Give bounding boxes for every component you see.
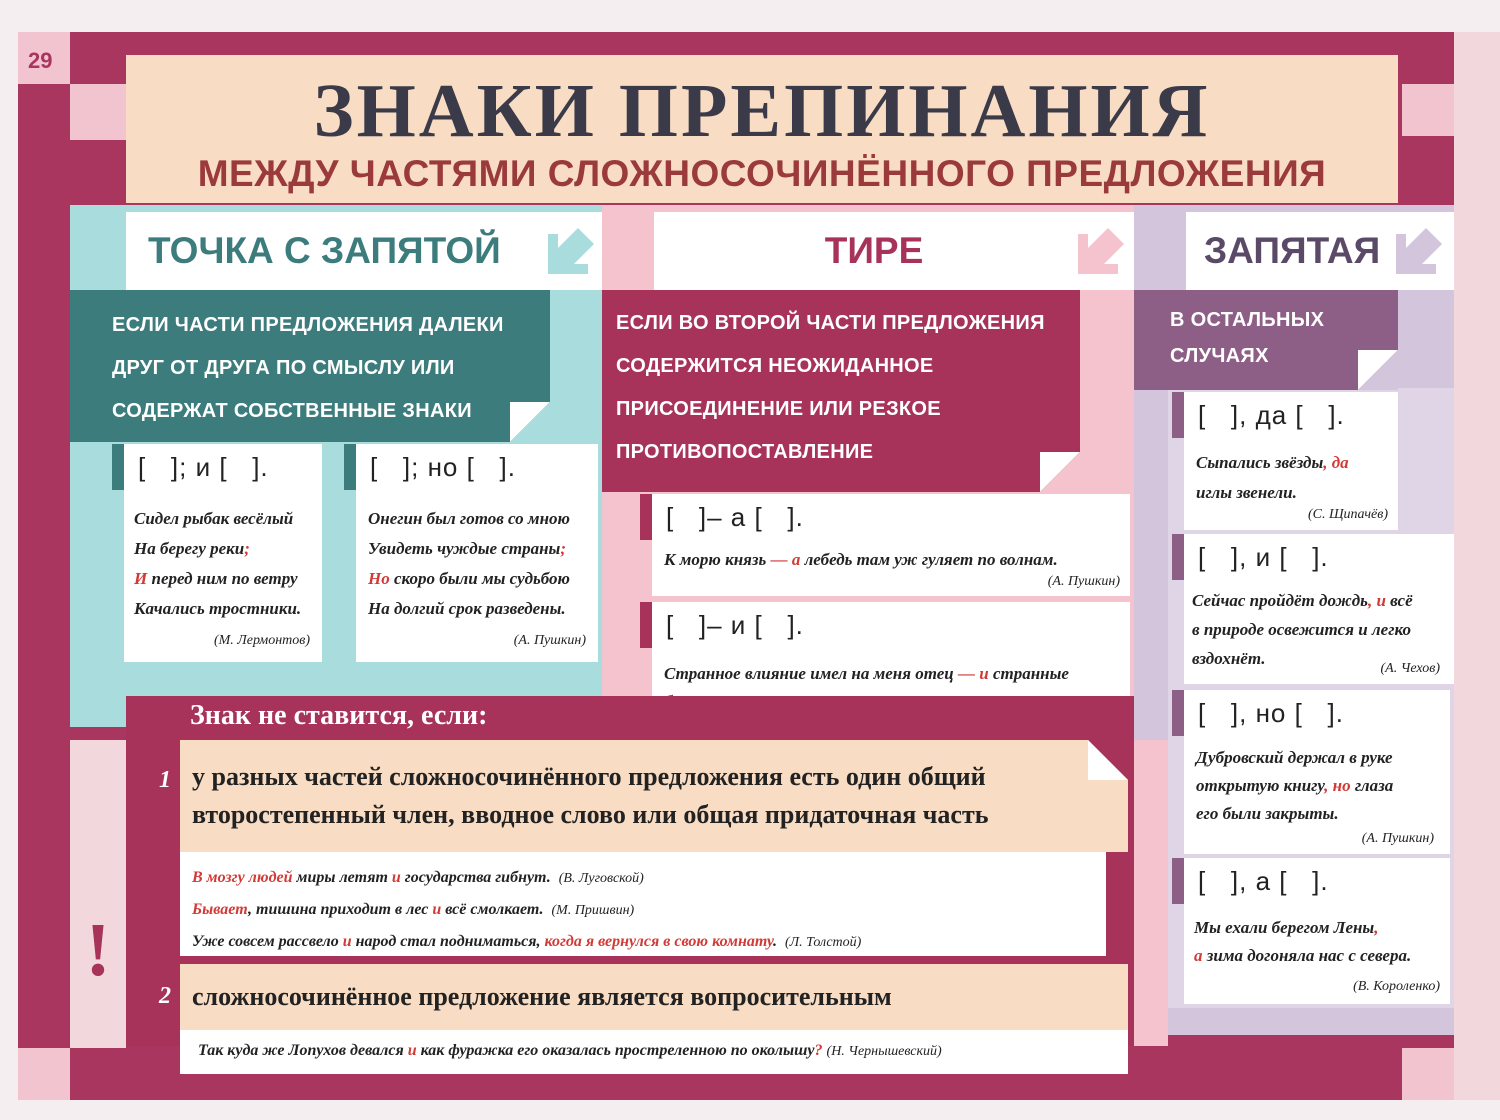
example-line: в природе освежится и легко [1192,620,1411,639]
highlight-mark: И [134,569,148,588]
highlight-mark: ; [244,539,250,558]
rule-line: ПРОТИВОПОСТАВЛЕНИЕ [616,441,874,463]
item-line: сложносочинённое предложение является вопросительным [192,982,892,1011]
author: (В. Короленко) [1353,979,1440,994]
pattern-dash-i: [ ]– и [ ]. [652,602,1130,648]
author: (А. Чехов) [1380,661,1440,676]
example-line: Уже совсем рассвело и народ стал подниматься, когда я вернулся в свою комнату. (Л. Толстой) [192,933,862,950]
author: (А. Пушкин) [513,633,586,648]
page-subtitle: МЕЖДУ ЧАСТЯМИ СЛОЖНОСОЧИНЁННОГО ПРЕДЛОЖЕНИЯ [197,153,1327,194]
pattern-comma-i: [ ], и [ ]. [1184,534,1454,580]
highlight-mark: а [1194,946,1203,965]
frame-edge-right [1454,32,1500,1100]
poem-line: Увидеть чуждые страны; [368,539,567,558]
item-number-text: 1 [159,767,171,793]
pattern-bar [1172,534,1184,580]
pattern-semicolon-no: [ ]; но [ ]. [356,444,598,490]
pattern-bar [1172,690,1184,736]
author: (А. Пушкин) [1361,831,1434,846]
pattern-bar [112,444,124,490]
item-line: у разных частей сложносочинённого предложения есть один общий [192,762,986,791]
item-line: второстепенный член, вводное слово или общая придаточная часть [192,800,989,829]
author: (А. Пушкин) [1047,574,1120,589]
rule-line: ДРУГ ОТ ДРУГА ПО СМЫСЛУ ИЛИ [112,357,455,379]
pattern-semicolon-i: [ ]; и [ ]. [124,444,322,490]
author: (М. Лермонтов) [213,633,310,648]
arrow-down-left-icon [548,228,594,274]
frame-corner-br [1402,1048,1454,1100]
semicolon-rule [70,290,550,442]
page-fold-icon [1088,740,1128,780]
example-card-dash-a [652,540,1130,596]
highlight-mark: , и [1367,591,1386,610]
example-card-comma-no [1184,736,1450,854]
poem-line: Качались тростники. [134,599,302,618]
no-mark-title: Знак не ставится, если: [190,700,488,731]
example-card-comma-da [1184,438,1398,530]
example-line: Сейчас пройдёт дождь, и всё [1192,591,1413,610]
frame-corner-tr [1402,84,1454,136]
no-mark-edge-right [1134,740,1168,1046]
no-mark-left-strip [70,740,126,1048]
semicolon-header [126,212,602,290]
poem-line: Онегин был готов со мною [368,509,570,528]
dash-header-title: ТИРЕ [824,230,924,271]
highlight-mark: — и [957,664,989,683]
page-number: 29 [28,48,53,73]
highlight-mark: Но [368,569,390,588]
author: (Л. Толстой) [784,935,862,950]
no-mark-item-2 [180,964,1128,1030]
rule-line: В ОСТАЛЬНЫХ [1170,309,1325,331]
dash-rule [602,290,1080,492]
poem-line: На долгий срок разведены. [368,599,566,618]
author: (М. Пришвин) [551,903,635,918]
pattern-comma-da: [ ], да [ ]. [1184,392,1398,438]
example-card-comma-i [1184,580,1454,684]
author: (В. Луговской) [558,871,644,886]
rule-line: ЕСЛИ ВО ВТОРОЙ ЧАСТИ ПРЕДЛОЖЕНИЯ [616,312,1045,334]
page-title: ЗНАКИ ПРЕПИНАНИЯ [313,69,1211,153]
page-fold-icon [1358,350,1398,390]
example-card-comma-a [1184,904,1450,1004]
no-mark-item-1 [180,740,1128,852]
example-line: а зима догоняла нас с севера. [1194,946,1412,965]
example-line: В мозгу людей миры летят и государства гибнут. (В. Луговской) [192,869,644,886]
example-line: Бывает, тишина приходит в лес и всё смолкает. (М. Пришвин) [192,901,635,918]
pattern-bar [344,444,356,490]
example-line: К морю князь — а лебедь там уж гуляет по волнам. [664,550,1058,569]
example-line: открытую книгу, но глаза [1196,776,1394,795]
no-mark-examples [180,852,1106,956]
rule-line: СЛУЧАЯХ [1170,345,1269,367]
arrow-down-left-icon [1078,228,1124,274]
pattern-bar [1172,858,1184,904]
poem-line: На берегу реки; [134,539,250,558]
author: (С. Щипачёв) [1307,507,1388,522]
frame-corner-bl [18,1048,70,1100]
poem-line: Сидел рыбак весёлый [134,509,294,528]
pattern-comma-no: [ ], но [ ]. [1184,690,1450,736]
poem-line: И перед ним по ветру [134,569,298,588]
title-banner [126,55,1398,203]
example-line: Сыпались звёзды, да [1196,453,1349,472]
semicolon-header-title: ТОЧКА С ЗАПЯТОЙ [148,230,501,271]
example-line: Странное влияние имел на меня отец — и странные [664,664,1069,683]
example-line: его были закрыты. [1196,804,1339,823]
example-line: Мы ехали берегом Лены, [1194,918,1379,937]
highlight-mark: , [1374,918,1379,937]
rule-line: ПРИСОЕДИНЕНИЕ ИЛИ РЕЗКОЕ [616,398,941,420]
comma-header-title: ЗАПЯТАЯ [1204,230,1381,271]
pattern-bar [640,494,652,540]
arrow-down-left-icon [1396,228,1442,274]
rule-line: СОДЕРЖИТСЯ НЕОЖИДАННОЕ [616,355,934,377]
pattern-bar [1172,392,1184,438]
example-card-semicolon-i [124,490,322,662]
final-example: Так куда же Лопухов девался и как фуражка его оказалась простреленною по околышу? (Н. Чернышевский) [180,1030,1128,1074]
frame-corner-tl-2 [70,84,126,140]
exclamation-icon: ! [85,908,111,992]
example-line: вздохнёт. [1192,649,1266,668]
example-card-semicolon-no [356,490,598,662]
example-line: Дубровский держал в руке [1196,748,1393,767]
pattern-dash-a: [ ]– а [ ]. [652,494,1130,540]
highlight-mark: , но [1324,776,1351,795]
page-fold-icon [1040,452,1080,492]
pattern-bar [640,602,652,648]
item-number [150,976,180,1016]
page-fold-icon [510,402,550,442]
author: (Н. Чернышевский) [826,1044,942,1059]
rule-line: СОДЕРЖАТ СОБСТВЕННЫЕ ЗНАКИ [112,400,472,422]
example-line: иглы звенели. [1196,483,1297,502]
item-number-text: 2 [159,983,171,1009]
pattern-comma-a: [ ], а [ ]. [1184,858,1450,904]
highlight-mark: — а [770,550,801,569]
item-number [150,760,180,800]
rule-line: ЕСЛИ ЧАСТИ ПРЕДЛОЖЕНИЯ ДАЛЕКИ [112,314,504,336]
dash-header [654,212,1134,290]
highlight-mark: ; [560,539,567,558]
highlight-mark: , да [1323,453,1349,472]
poem-line: Но скоро были мы судьбою [368,569,570,588]
